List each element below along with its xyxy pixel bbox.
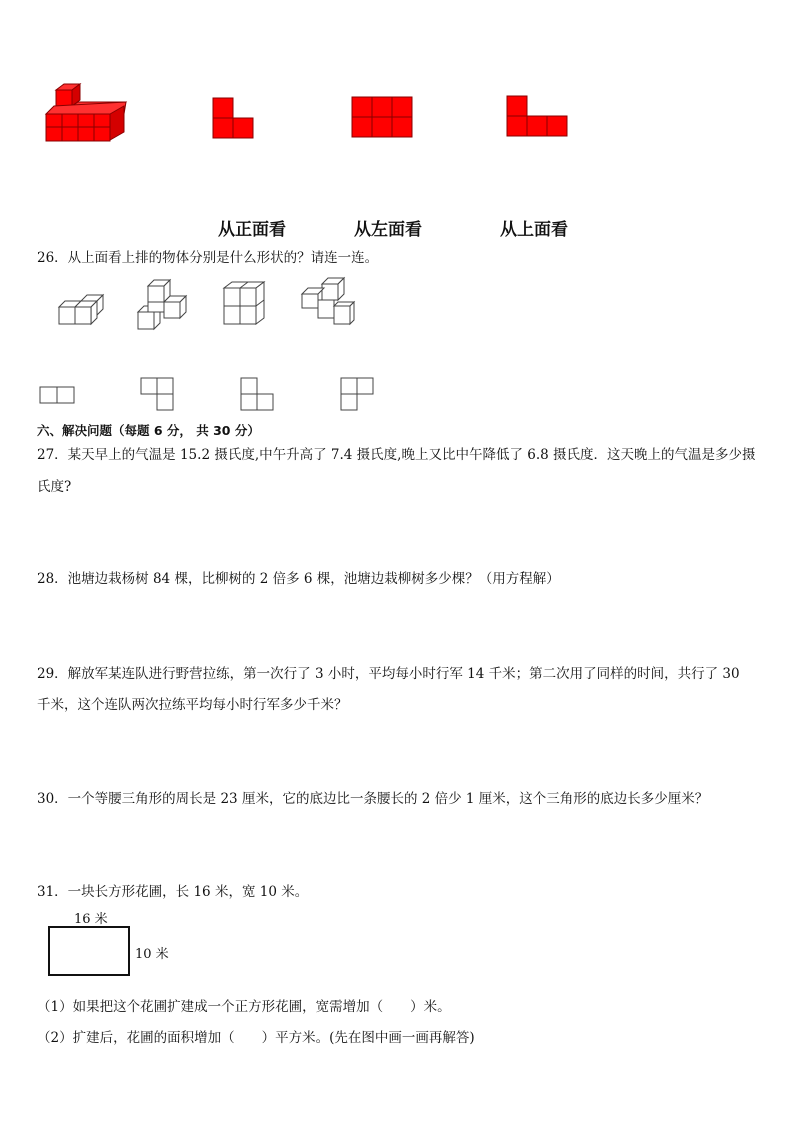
rect-width-label: 10 米 [135,947,169,962]
cube-group-1 [57,292,105,328]
question-31-sub2: （2）扩建后，花圃的面积增加（ ）平方米。(先在图中画一画再解答) [37,1030,475,1046]
red-cube-3d-figure [44,84,126,146]
cube-group-2 [136,280,188,332]
question-30: 30．一个等腰三角形的周长是 23 厘米，它的底边比一条腰长的 2 倍少 1 厘米，这个三角形的底边长多少厘米？ [37,791,709,807]
rect-length-label: 16 米 [74,912,108,927]
section-6-title: 六、解决问题（每题 6 分， 共 30 分） [37,423,260,438]
garden-rectangle [48,926,130,976]
shape-option-2 [140,377,176,413]
question-31-sub1: （1）如果把这个花圃扩建成一个正方形花圃，宽需增加（ ）米。 [37,999,451,1015]
shape-option-4 [340,377,376,413]
front-view-figure [212,97,256,139]
left-view-figure [351,96,415,138]
label-front-view: 从正面看 [218,220,286,240]
question-31: 31．一块长方形花圃，长 16 米，宽 10 米。 [37,884,309,900]
question-26: 26．从上面看上排的物体分别是什么形状的？请连一连。 [37,250,379,266]
label-top-view: 从上面看 [500,220,568,240]
question-27-line1: 27．某天早上的气温是 15.2 摄氏度,中午升高了 7.4 摄氏度,晚上又比中午降低了 6.8 摄氏度．这天晚上的气温是多少摄 [37,447,756,463]
question-29-line1: 29．解放军某连队进行野营拉练，第一次行了 3 小时，平均每小时行军 14 千米；第二次用了同样的时间，共行了 30 [37,666,740,682]
shape-option-3 [240,377,276,413]
shape-option-1 [39,386,77,406]
question-28: 28．池塘边栽杨树 84 棵，比柳树的 2 倍多 6 棵，池塘边栽柳树多少棵？（用方程解） [37,571,560,587]
cube-group-3 [222,280,270,328]
top-view-figure [506,95,570,137]
question-29-line2: 千米，这个连队两次拉练平均每小时行军多少千米？ [37,697,348,713]
label-left-view: 从左面看 [354,220,422,240]
question-27-line2: 氏度? [37,479,72,495]
cube-group-4 [300,276,356,330]
